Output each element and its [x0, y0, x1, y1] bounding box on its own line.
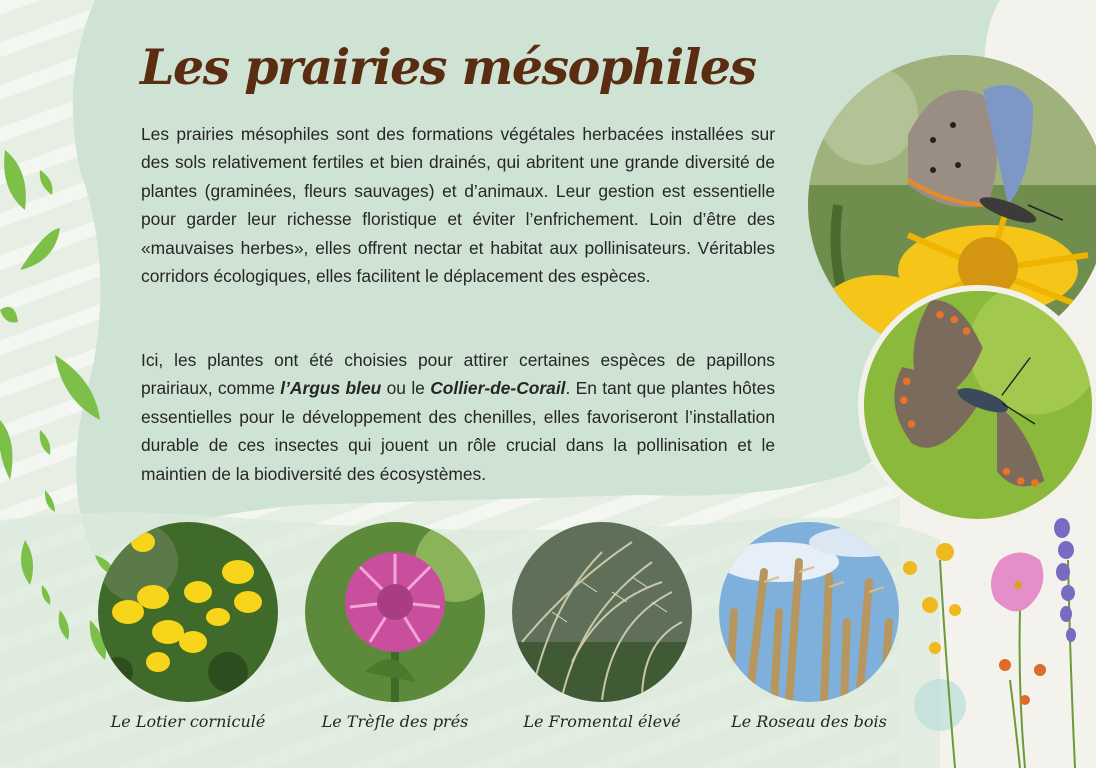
intro-paragraph: Les prairies mésophiles sont des formations végétales herbacées installées sur des sols relativement fertiles et bien drainés, qui abritent une grande diversité de plantes (graminées, fleurs sauvages) et d’animaux. Leur gestion est essentielle pour garder leur richesse floristique et éviter l’enfrichement. Loin d’être des «mauvaises herbes», elles offrent nectar et habitat aux pollinisateurs. Véritables corridors écologiques, elles facilitent le déplacement des espèces. [141, 124, 775, 287]
plant-caption-lotier: Le Lotier corniculé [110, 712, 266, 731]
species-common-blue: l’Argus bleu [280, 378, 382, 399]
paragraph-text: ou le [381, 378, 431, 399]
page-title: Les prairies mésophiles [140, 38, 756, 96]
brown-argus-butterfly-photo [858, 285, 1096, 525]
species-brown-argus: Collier-de-Corail [430, 378, 566, 399]
plant-caption-roseau: Le Roseau des bois [731, 712, 887, 731]
tall-oatgrass-photo [512, 522, 692, 702]
bird-foot-trefoil-photo [98, 522, 278, 702]
host-plants-paragraph [141, 346, 775, 488]
plant-caption-trefle: Le Trèfle des prés [321, 712, 469, 731]
paragraph-text: Ici, les plantes ont été choisies pour attirer certaines espèces de papillons prairiaux, comme [141, 350, 775, 399]
red-clover-photo [305, 522, 485, 702]
wood-smallreed-photo [719, 522, 899, 702]
paragraph-text: . En tant que plantes hôtes essentielles pour le développement des chenilles, elles favoriseront l’installation durable de ces insectes qui jouent un rôle crucial dans la pollinisation et le maintien de la biodiversité des écosystèmes. [141, 378, 776, 484]
plant-caption-fromental: Le Fromental élevé [523, 712, 681, 731]
